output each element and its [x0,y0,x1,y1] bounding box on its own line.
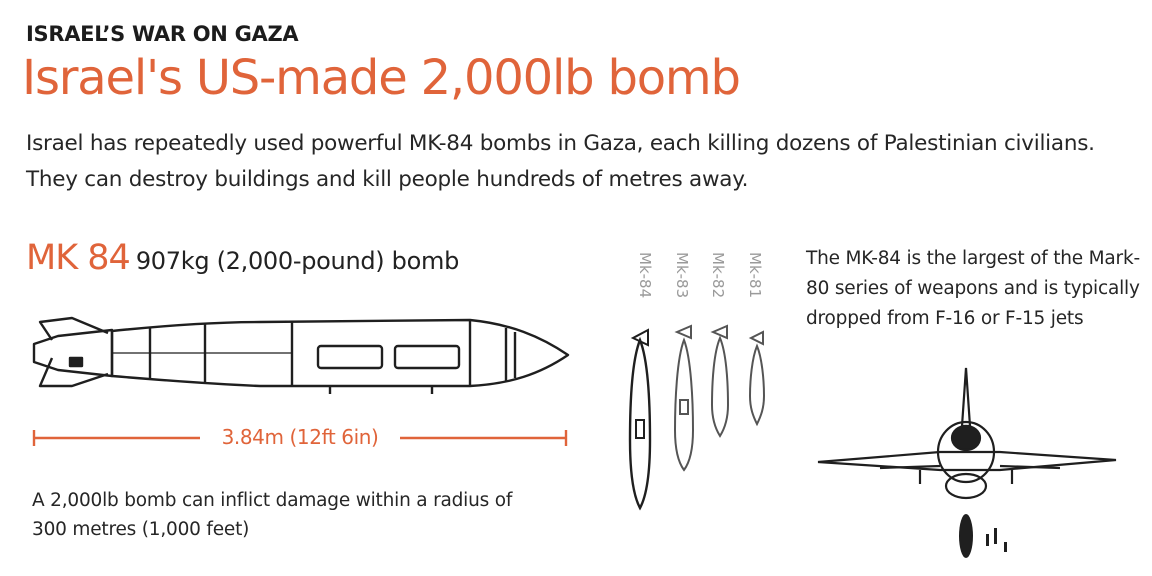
series-mk82 [712,326,728,436]
falling-bomb-main [959,514,973,558]
series-label-mk81: Mk-81 [746,252,764,299]
bomb-length-label: 3.84m (12ft 6in) [200,425,400,449]
mk84-side-view [34,318,568,394]
bomb-tail-mark [70,358,82,366]
series-label-mk84: Mk-84 [636,252,654,299]
intro-paragraph: Israel has repeatedly used powerful MK-84 bombs in Gaza, each killing dozens of Palestinian civilians. They can destroy buildings and kill people hundreds of metres away. [26,131,1095,192]
falling-bombs [959,514,1007,558]
bomb-subtitle: 907kg (2,000-pound) bomb [135,247,460,275]
bomb-tail-cone [34,330,112,376]
jet-wing [818,452,1116,470]
series-label-mk83: Mk-83 [673,252,691,299]
f16-jet [818,368,1116,498]
headline: Israel's US-made 2,000lb bomb [22,50,740,106]
jet-stabilizer [880,466,1060,468]
jet-tail-fin [962,368,970,426]
bomb-window [318,346,382,368]
series-mk83 [675,326,693,470]
series-mk81 [750,332,764,424]
series-comparison [630,326,764,508]
falling-bomb-small [986,534,989,546]
falling-bomb-small [994,528,997,544]
series-mk84 [630,330,650,508]
jet-note: The MK-84 is the largest of the Mark-80 series of weapons and is typically dropped from F-16 or F-15 jets [806,248,1140,329]
jet-canopy [952,426,980,450]
bomb-window [395,346,459,368]
falling-bomb-small [1004,542,1007,552]
section-kicker: ISRAEL’S WAR ON GAZA [26,22,299,46]
bomb-fin-upper [40,318,108,340]
bomb-code: MK 84 [26,238,130,278]
damage-radius-note: A 2,000lb bomb can inflict damage within a radius of 300 metres (1,000 feet) [32,490,513,540]
series-label-mk82: Mk-82 [709,252,727,299]
jet-intake [946,474,986,498]
